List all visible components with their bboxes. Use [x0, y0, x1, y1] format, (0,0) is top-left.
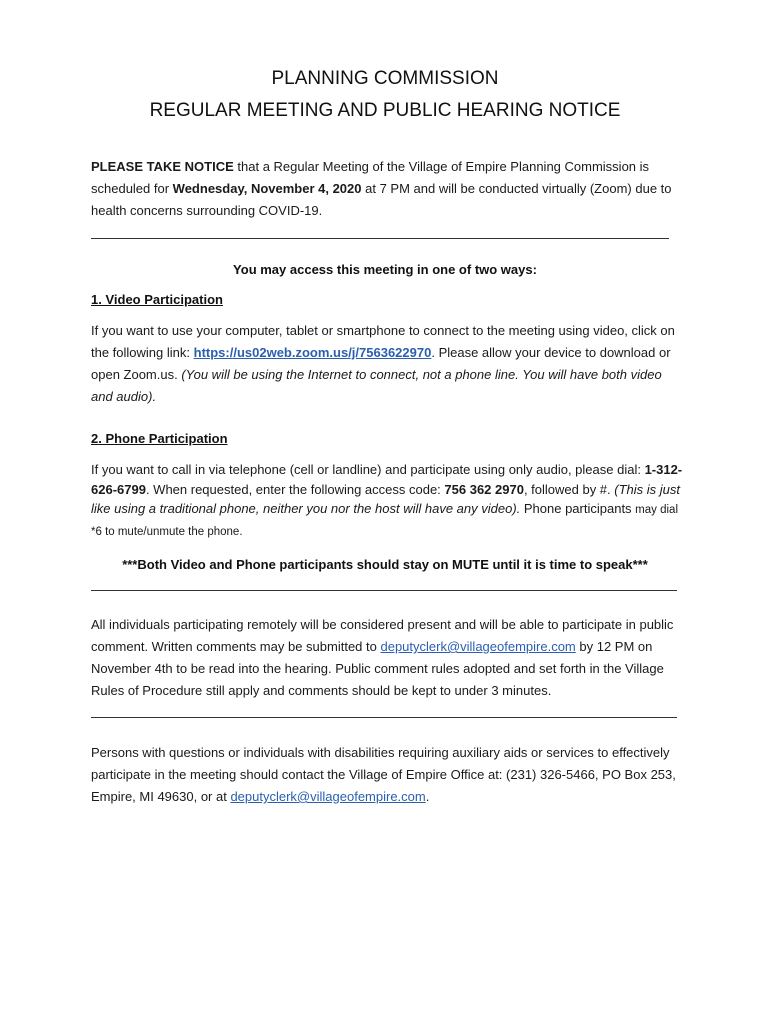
phone-mute-tip: may dial *6 to mute/unmute the phone.	[91, 504, 678, 538]
title-line-2: REGULAR MEETING AND PUBLIC HEARING NOTICE	[149, 100, 621, 121]
notice-paragraph	[91, 156, 686, 222]
access-code: 756 362 2970	[444, 481, 524, 497]
phone-paragraph	[91, 460, 686, 542]
video-italic-note: (You will be using the Internet to connect, not a phone line. You will have both video and audio).	[91, 367, 662, 404]
contact-paragraph	[91, 742, 686, 808]
divider-2	[91, 590, 677, 591]
divider-3	[91, 717, 677, 718]
zoom-link[interactable]: https://us02web.zoom.us/j/7563622970	[193, 345, 432, 360]
notice-text-1: that a Regular Meeting of the Village of Empire Planning Commission is scheduled for	[91, 159, 650, 196]
public-comment-text-1: All individuals participating remotely will be considered present and will be able to participate in public comment. Written comments may be submitted to	[91, 617, 674, 654]
meeting-date: Wednesday, November 4, 2020	[172, 181, 362, 196]
phone-text-4: Phone participants	[520, 501, 636, 516]
mute-notice: ***Both Video and Phone participants should stay on MUTE until it is time to speak***	[122, 557, 648, 572]
phone-number: 1-312-626-6799	[91, 462, 683, 497]
video-text-2: . Please allow your device to download or open Zoom.us.	[91, 345, 671, 382]
phone-heading: 2. Phone Participation	[91, 431, 228, 446]
contact-text-1: Persons with questions or individuals with disabilities requiring auxiliary aids or services to effectively participate in the meeting should contact the Village of Empire Office at: (231) 326-5466, PO Box 253, Empire, MI 49630, or at	[91, 745, 676, 804]
phone-italic-note: (This is just like using a traditional phone, neither you nor the host will have any video).	[91, 481, 680, 516]
phone-text-3: , followed by #.	[523, 481, 615, 497]
phone-text-1: If you want to call in via telephone (cell or landline) and participate using only audio, please dial:	[91, 462, 645, 477]
video-paragraph	[91, 320, 686, 408]
contact-email-link[interactable]: deputyclerk@villageofempire.com	[230, 789, 426, 804]
public-comment-text-2: by 12 PM on November 4th to be read into the hearing. Public comment rules adopted and set forth in the Village Rules of Procedure still apply and comments should be kept to under 3 minutes.	[91, 639, 664, 698]
video-text-1: If you want to use your computer, tablet or smartphone to connect to the meeting using video, click on the following link:	[91, 323, 675, 360]
contact-text-2: .	[425, 789, 430, 804]
access-heading: You may access this meeting in one of two ways:	[233, 262, 537, 277]
phone-text-2: . When requested, enter the following access code:	[145, 481, 445, 497]
notice-lead: PLEASE TAKE NOTICE	[91, 159, 234, 174]
notice-text-2: at 7 PM and will be conducted virtually (Zoom) due to health concerns surrounding COVID-19.	[91, 181, 672, 218]
public-comment-paragraph	[91, 614, 686, 702]
public-comment-email-link[interactable]: deputyclerk@villageofempire.com	[380, 639, 576, 654]
video-heading: 1. Video Participation	[91, 292, 223, 307]
divider-1	[91, 238, 669, 239]
title-line-1: PLANNING COMMISSION	[271, 68, 499, 89]
